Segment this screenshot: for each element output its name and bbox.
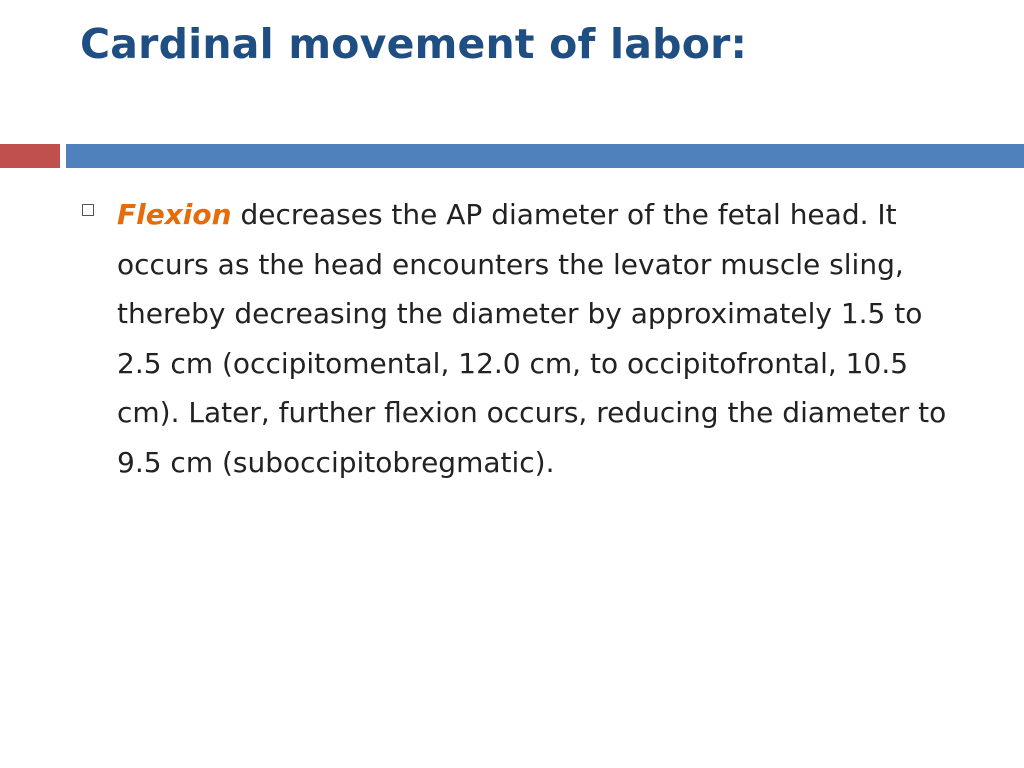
accent-bar-red [0, 144, 60, 168]
bullet-paragraph [117, 190, 947, 487]
slide-title: Cardinal movement of labor: [80, 20, 748, 68]
bullet-body-text: decreases the AP diameter of the fetal head. It occurs as the head encounters the levator muscle sling, thereby decreasing the diameter by approximately 1.5 to 2.5 cm (occipitomental, 12.0 cm, to occipitofrontal, 10.5 cm). Later, further flexion occurs, reducing the diameter to 9.5 cm (suboccipitobregmatic). [117, 198, 947, 479]
hollow-square-bullet-icon [82, 204, 94, 216]
accent-bar-blue [66, 144, 1024, 168]
bullet-item [82, 190, 952, 487]
bullet-term: Flexion [117, 198, 232, 231]
